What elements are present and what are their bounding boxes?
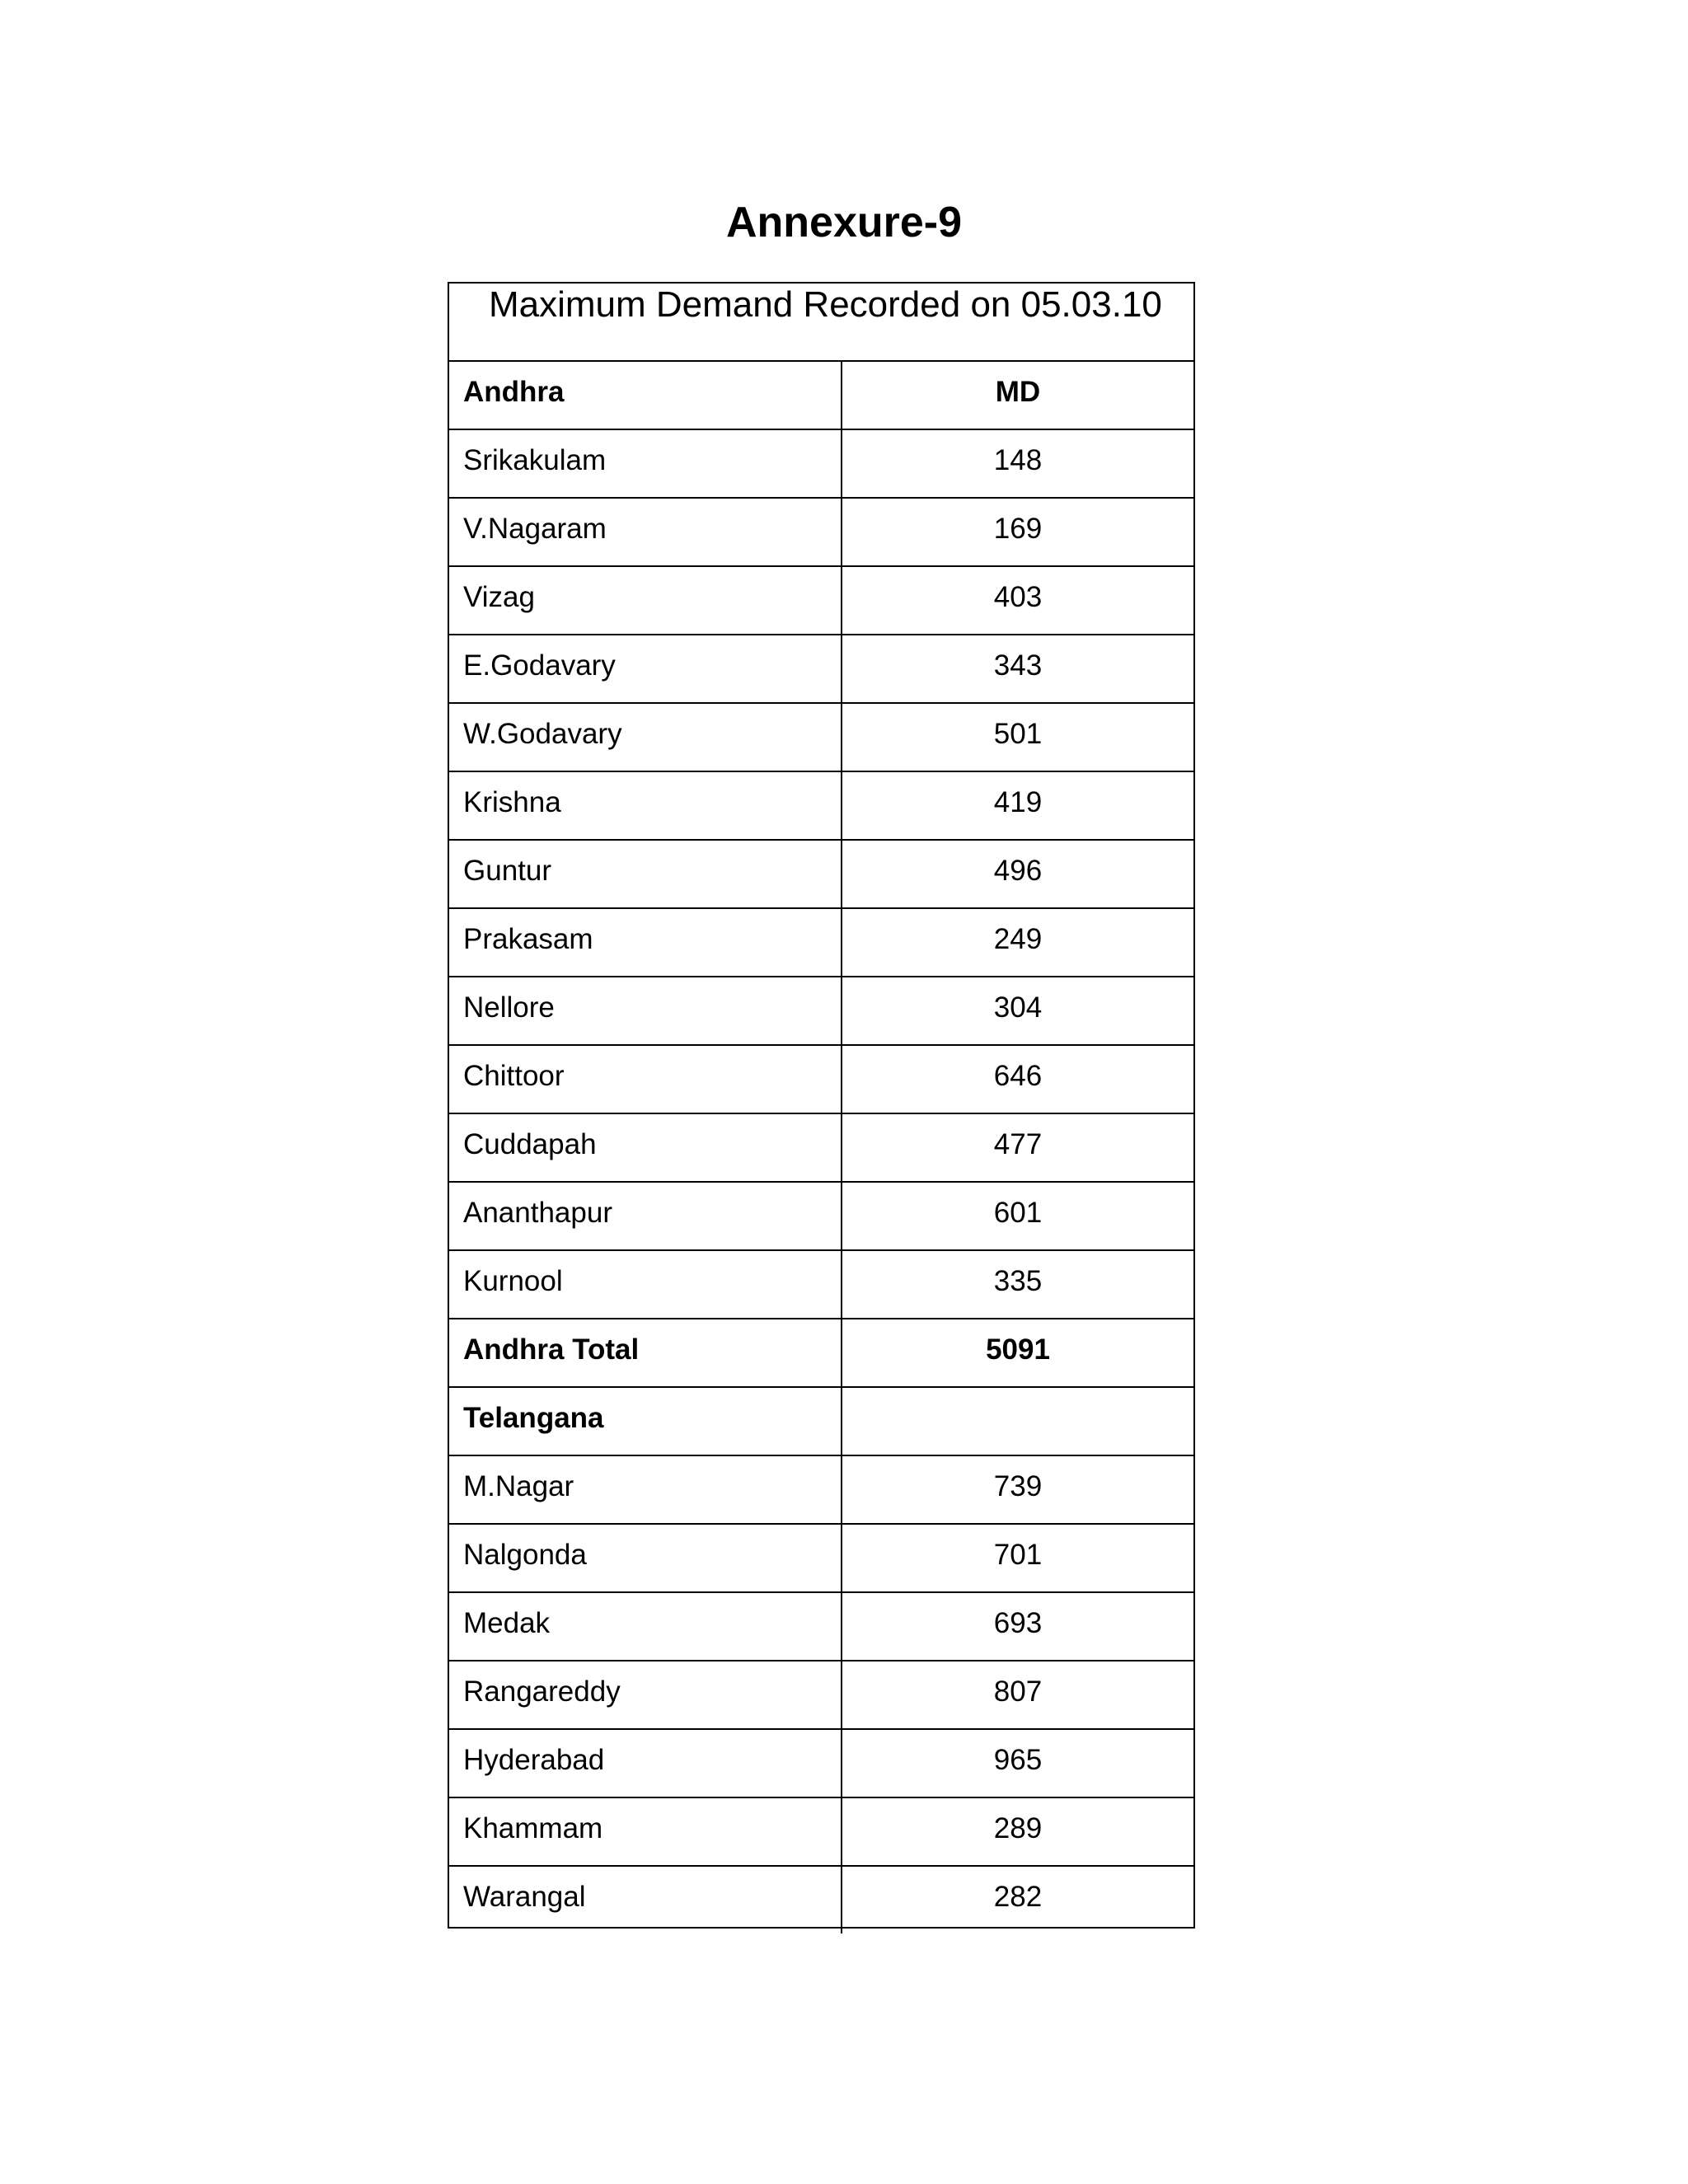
district-name-cell: M.Nagar (449, 1456, 842, 1523)
md-value-cell: 5091 (986, 1333, 1050, 1366)
md-value-cell: 693 (993, 1607, 1043, 1639)
md-value-cell: MD (995, 376, 1041, 408)
md-value-cell: 701 (993, 1539, 1043, 1571)
district-name-cell: Nellore (449, 977, 842, 1044)
district-name-cell: Telangana (449, 1388, 842, 1455)
table-row (449, 1114, 1193, 1183)
district-name-cell: Srikakulam (449, 430, 842, 497)
table-row (449, 499, 1193, 567)
md-value-cell: 965 (993, 1744, 1043, 1776)
district-name-cell: Cuddapah (449, 1114, 842, 1181)
district-name-cell: Ananthapur (449, 1183, 842, 1249)
md-value-cell: 282 (993, 1881, 1043, 1913)
table-row (449, 1183, 1193, 1251)
table-row (449, 977, 1193, 1046)
table-row (449, 635, 1193, 704)
district-name-cell: V.Nagaram (449, 499, 842, 565)
md-value-cell: 646 (993, 1060, 1043, 1092)
district-name-cell: Chittoor (449, 1046, 842, 1113)
district-name-cell: Kurnool (449, 1251, 842, 1318)
md-value-cell: 169 (993, 513, 1043, 545)
table-row (449, 841, 1193, 909)
table-row (449, 430, 1193, 499)
district-name-cell: Khammam (449, 1798, 842, 1865)
district-name-cell: Krishna (449, 772, 842, 839)
table-body (449, 362, 1193, 1933)
md-value-cell: 496 (993, 855, 1043, 887)
md-value-cell: 343 (993, 649, 1043, 682)
table-row (449, 1730, 1193, 1798)
table-row (449, 1661, 1193, 1730)
table-row (449, 1046, 1193, 1114)
district-name-cell: Andhra Total (449, 1319, 842, 1386)
table-row (449, 1388, 1193, 1456)
district-name-cell: Medak (449, 1593, 842, 1660)
table-row (449, 909, 1193, 977)
table-row (449, 1456, 1193, 1525)
md-value-cell: 148 (993, 444, 1043, 476)
md-value-cell: 601 (993, 1197, 1043, 1229)
md-value-cell: 807 (993, 1675, 1043, 1708)
md-value-cell: 419 (993, 786, 1043, 818)
md-value-cell: 739 (993, 1470, 1043, 1502)
md-value-cell: 249 (993, 923, 1043, 955)
district-name-cell: W.Godavary (449, 704, 842, 771)
md-value-cell: 335 (993, 1265, 1043, 1297)
table-row (449, 1593, 1193, 1661)
table-row (449, 567, 1193, 635)
district-name-cell: Andhra (449, 362, 842, 429)
district-name-cell: Prakasam (449, 909, 842, 976)
md-value-cell: 304 (993, 991, 1043, 1024)
district-name-cell: E.Godavary (449, 635, 842, 702)
table-row (449, 1798, 1193, 1867)
md-value-cell (842, 1388, 1193, 1455)
district-name-cell: Hyderabad (449, 1730, 842, 1797)
table-row (449, 362, 1193, 430)
table-row (449, 1319, 1193, 1388)
md-value-cell: 501 (993, 718, 1043, 750)
district-name-cell: Vizag (449, 567, 842, 634)
page-title: Annexure-9 (725, 199, 963, 246)
district-name-cell: Nalgonda (449, 1525, 842, 1591)
table-row (449, 704, 1193, 772)
md-value-cell: 403 (993, 581, 1043, 613)
district-name-cell: Rangareddy (449, 1661, 842, 1728)
table-row (449, 772, 1193, 841)
md-value-cell: 477 (993, 1128, 1043, 1160)
district-name-cell: Guntur (449, 841, 842, 907)
demand-table (448, 282, 1195, 1929)
table-row (449, 1525, 1193, 1593)
table-row (449, 1867, 1193, 1933)
table-caption: Maximum Demand Recorded on 05.03.10 (449, 284, 1193, 362)
table-row (449, 1251, 1193, 1319)
md-value-cell: 289 (993, 1812, 1043, 1844)
district-name-cell: Warangal (449, 1867, 842, 1933)
